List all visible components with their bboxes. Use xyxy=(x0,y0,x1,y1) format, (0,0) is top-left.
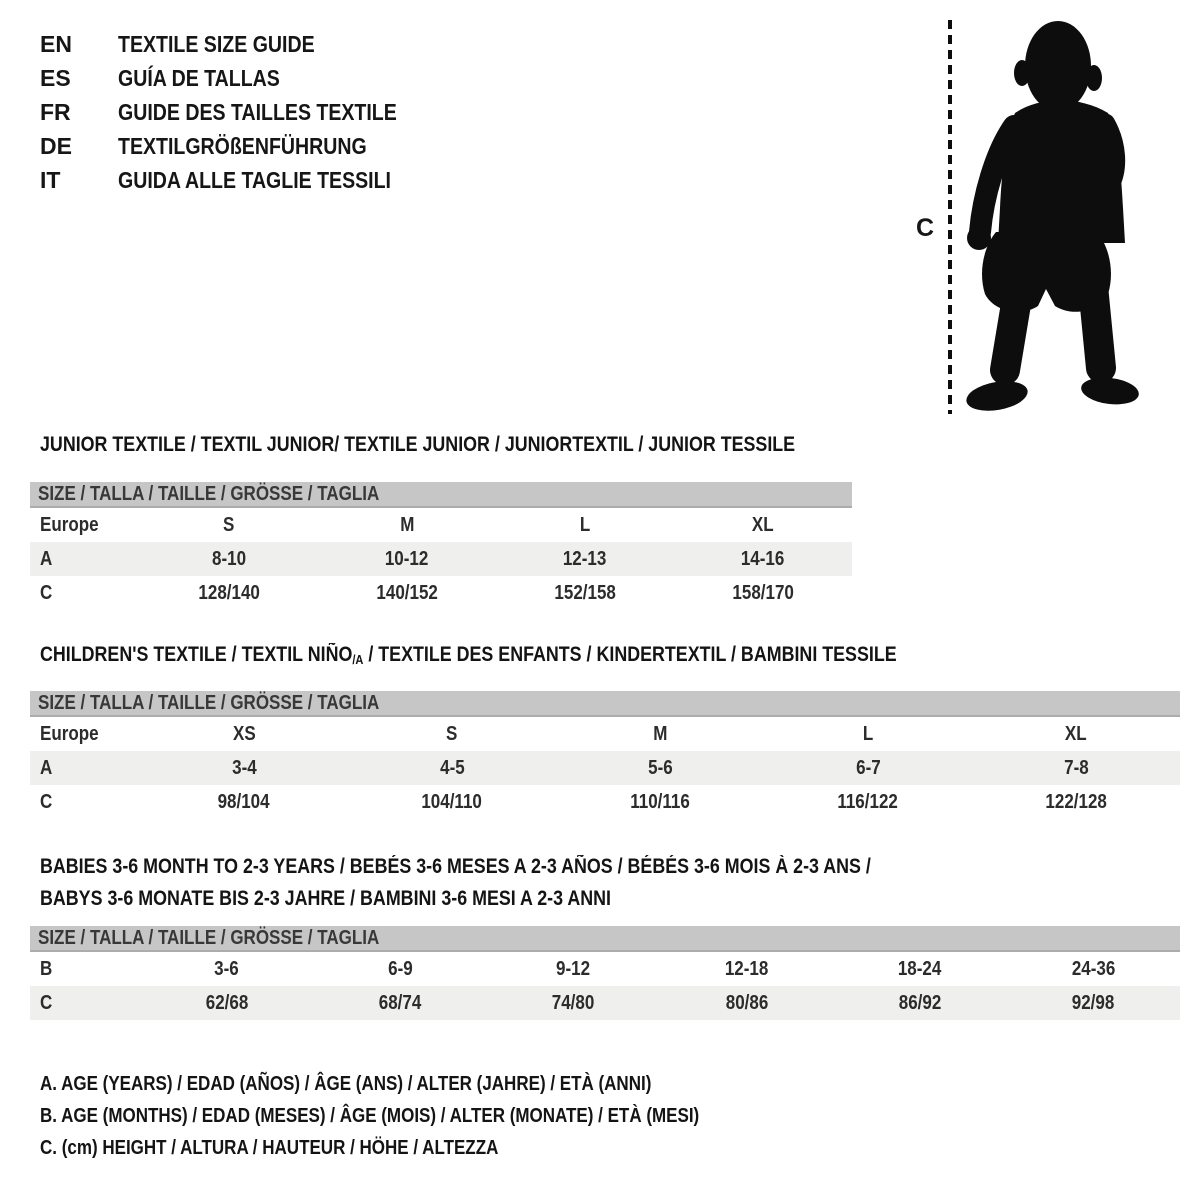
language-code: EN xyxy=(40,31,72,57)
value-cell: 98/104 xyxy=(217,791,270,813)
legend-line-c: C. (cm) HEIGHT / ALTURA / HAUTEUR / HÖHE / ALTEZZA xyxy=(40,1137,499,1159)
table-row-europe xyxy=(30,717,1180,751)
babies-size-table xyxy=(30,926,1180,1020)
size-cell: XL xyxy=(752,514,774,536)
measurement-legend xyxy=(40,1068,816,1164)
row-label: A xyxy=(40,757,53,779)
size-cell: S xyxy=(223,514,235,536)
row-label: Europe xyxy=(40,514,99,536)
value-cell: 62/68 xyxy=(205,992,248,1014)
guide-title-de: TEXTILGRÖßENFÜHRUNG xyxy=(118,133,367,159)
table-row-height xyxy=(30,986,1180,1020)
children-size-table xyxy=(30,691,1180,819)
language-row-es xyxy=(40,61,446,95)
size-cell: M xyxy=(399,514,415,536)
babies-section-title xyxy=(40,851,1018,915)
row-label: Europe xyxy=(40,723,99,745)
language-code: FR xyxy=(40,99,71,125)
language-row-fr xyxy=(40,95,446,129)
babies-title-line2: BABYS 3-6 MONATE BIS 2-3 JAHRE / BAMBINI 3-6 MESI A 2-3 ANNI xyxy=(40,887,611,910)
value-cell: 92/98 xyxy=(1072,992,1115,1014)
language-row-en xyxy=(40,27,446,61)
value-cell: 140/152 xyxy=(376,582,438,604)
value-cell: 12-18 xyxy=(724,958,769,980)
junior-section-title: JUNIOR TEXTILE / TEXTIL JUNIOR/ TEXTILE JUNIOR / JUNIORTEXTIL / JUNIOR TESSILE xyxy=(40,433,796,456)
value-cell: 14-16 xyxy=(741,548,785,570)
size-cell: L xyxy=(579,514,591,536)
table-row-europe xyxy=(30,508,852,542)
value-cell: 3-6 xyxy=(214,958,239,980)
table-row-age xyxy=(30,542,852,576)
table-row-height xyxy=(30,576,852,610)
guide-title-es: GUÍA DE TALLAS xyxy=(118,65,280,91)
size-cell: XL xyxy=(1065,723,1087,745)
value-cell: 110/116 xyxy=(630,791,690,813)
row-label: C xyxy=(40,791,53,813)
value-cell: 12-13 xyxy=(563,548,607,570)
language-title-block xyxy=(40,27,446,197)
value-cell: 8-10 xyxy=(211,548,247,570)
babies-title-line1: BABIES 3-6 MONTH TO 2-3 YEARS / BEBÉS 3-6 MESES A 2-3 AÑOS / BÉBÉS 3-6 MOIS À 2-3 ANS / xyxy=(40,855,871,878)
value-cell: 3-4 xyxy=(231,757,257,779)
language-row-it xyxy=(40,163,446,197)
junior-size-table xyxy=(30,482,852,610)
value-cell: 128/140 xyxy=(198,582,260,604)
value-cell: 5-6 xyxy=(647,757,673,779)
row-label: A xyxy=(40,548,53,570)
size-cell: XS xyxy=(232,723,256,745)
value-cell: 6-7 xyxy=(855,757,881,779)
size-cell: S xyxy=(446,723,458,745)
toddler-silhouette-icon xyxy=(938,16,1146,420)
table-row-age xyxy=(30,751,1180,785)
value-cell: 86/92 xyxy=(898,992,942,1014)
legend-line-b: B. AGE (MONTHS) / EDAD (MESES) / ÂGE (MOIS) / ALTER (MONATE) / ETÀ (MESI) xyxy=(40,1105,700,1127)
value-cell: 68/74 xyxy=(378,992,422,1014)
value-cell: 10-12 xyxy=(385,548,429,570)
height-measure-label: C xyxy=(916,214,935,242)
size-cell: M xyxy=(652,723,668,745)
language-row-de xyxy=(40,129,446,163)
value-cell: 116/122 xyxy=(837,791,899,813)
value-cell: 6-9 xyxy=(387,958,413,980)
size-header-bar: SIZE / TALLA / TAILLE / GRÖSSE / TAGLIA xyxy=(30,691,1180,717)
value-cell: 152/158 xyxy=(554,582,616,604)
children-section-title: CHILDREN'S TEXTILE / TEXTIL $NIÑO_{/A}$ / TEXTILE DES ENFANTS / KINDERTEXTIL / BAMBINI TESSILE xyxy=(40,643,897,667)
size-cell: L xyxy=(862,723,874,745)
value-cell: 80/86 xyxy=(725,992,768,1014)
language-code: DE xyxy=(40,133,72,159)
row-label: B xyxy=(40,958,53,980)
value-cell: 9-12 xyxy=(556,958,591,980)
value-cell: 104/110 xyxy=(421,791,483,813)
table-row-height xyxy=(30,785,1180,819)
guide-title-it: GUIDA ALLE TAGLIE TESSILI xyxy=(118,167,391,193)
language-code: ES xyxy=(40,65,71,91)
value-cell: 7-8 xyxy=(1063,757,1089,779)
value-cell: 158/170 xyxy=(732,582,794,604)
table-row-months xyxy=(30,952,1180,986)
value-cell: 24-36 xyxy=(1071,958,1116,980)
value-cell: 74/80 xyxy=(552,992,595,1014)
row-label: C xyxy=(40,992,53,1014)
guide-title-en: TEXTILE SIZE GUIDE xyxy=(118,31,315,57)
size-header-bar: SIZE / TALLA / TAILLE / GRÖSSE / TAGLIA xyxy=(30,482,852,508)
size-header-bar: SIZE / TALLA / TAILLE / GRÖSSE / TAGLIA xyxy=(30,926,1180,952)
language-code: IT xyxy=(40,167,61,193)
title-subscript: /A xyxy=(352,652,364,667)
value-cell: 18-24 xyxy=(898,958,942,980)
value-cell: 122/128 xyxy=(1045,791,1107,813)
legend-line-a: A. AGE (YEARS) / EDAD (AÑOS) / ÂGE (ANS) / ALTER (JAHRE) / ETÀ (ANNI) xyxy=(40,1073,652,1095)
row-label: C xyxy=(40,582,53,604)
guide-title-fr: GUIDE DES TAILLES TEXTILE xyxy=(118,99,397,125)
value-cell: 4-5 xyxy=(439,757,465,779)
